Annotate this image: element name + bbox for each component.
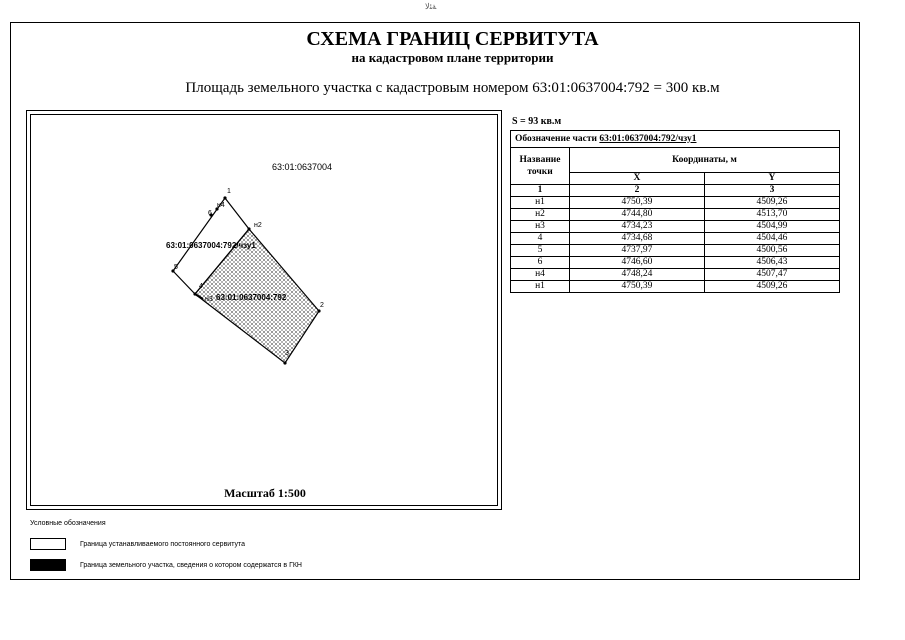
- table-row: 6 4746,60 4506,43: [511, 257, 840, 269]
- part-designation: Обозначение части 63:01:0637004:792/чзу1: [511, 131, 840, 148]
- map-drawing: [27, 111, 503, 511]
- part-id: 63:01:0637004:792/чзу1: [599, 133, 697, 144]
- parcel-label: 63:01:0637004:792: [216, 293, 287, 302]
- map-scale: Масштаб 1:500: [224, 486, 306, 500]
- point-label-2: 2: [320, 302, 324, 309]
- point-label-n3: н3: [205, 296, 213, 303]
- col-number-1: 1: [511, 185, 570, 197]
- col-x: X: [570, 173, 705, 185]
- table-row: н1 4750,39 4509,26: [511, 281, 840, 293]
- cadastral-map: [26, 110, 502, 510]
- col-number-3: 3: [704, 185, 839, 197]
- legend-title: Условные обозначения: [30, 520, 106, 527]
- table-row: н3 4734,23 4504,99: [511, 221, 840, 233]
- table-row: н4 4748,24 4507,47: [511, 269, 840, 281]
- col-y: Y: [704, 173, 839, 185]
- legend-swatch-servitude: [30, 538, 66, 550]
- legend-item-servitude: Граница устанавливаемого постоянного сервитута: [80, 541, 246, 548]
- area-s-label: S = 93 кв.м: [512, 116, 562, 127]
- col-point-name: Название точки: [511, 148, 570, 185]
- table-row: н1 4750,39 4509,26: [511, 197, 840, 209]
- col-coordinates: Координаты, м: [570, 148, 840, 173]
- document-subtitle: на кадастровом плане территории: [351, 50, 554, 65]
- point-label-1: 1: [227, 188, 231, 195]
- point-label-4: 4: [199, 283, 203, 290]
- quarter-label: 63:01:0637004: [272, 162, 333, 172]
- col-number-2: 2: [570, 185, 705, 197]
- table-row: 4 4734,68 4504,46: [511, 233, 840, 245]
- point-label-n2: н2: [254, 222, 262, 229]
- part-label: 63:01:0637004:792/чзу1: [166, 241, 256, 250]
- document-title: СХЕМА ГРАНИЦ СЕРВИТУТА: [306, 28, 599, 50]
- point-label-6: 6: [208, 210, 212, 217]
- point-label-5: 5: [174, 264, 178, 271]
- coordinates-table: [510, 130, 840, 293]
- scribble-mark: ﺔﺌﻟﺎ: [425, 2, 437, 11]
- point-label-3: 3: [285, 350, 289, 357]
- area-statement: Площадь земельного участка с кадастровым номером 63:01:0637004:792 = 300 кв.м: [185, 80, 720, 96]
- point-label-n4: н4: [217, 202, 225, 209]
- table-row: н2 4744,80 4513,70: [511, 209, 840, 221]
- legend-item-parcel: Граница земельного участка, сведения о котором содержатся в ГКН: [80, 562, 302, 569]
- legend-swatch-parcel: [30, 559, 66, 571]
- table-row: 5 4737,97 4500,56: [511, 245, 840, 257]
